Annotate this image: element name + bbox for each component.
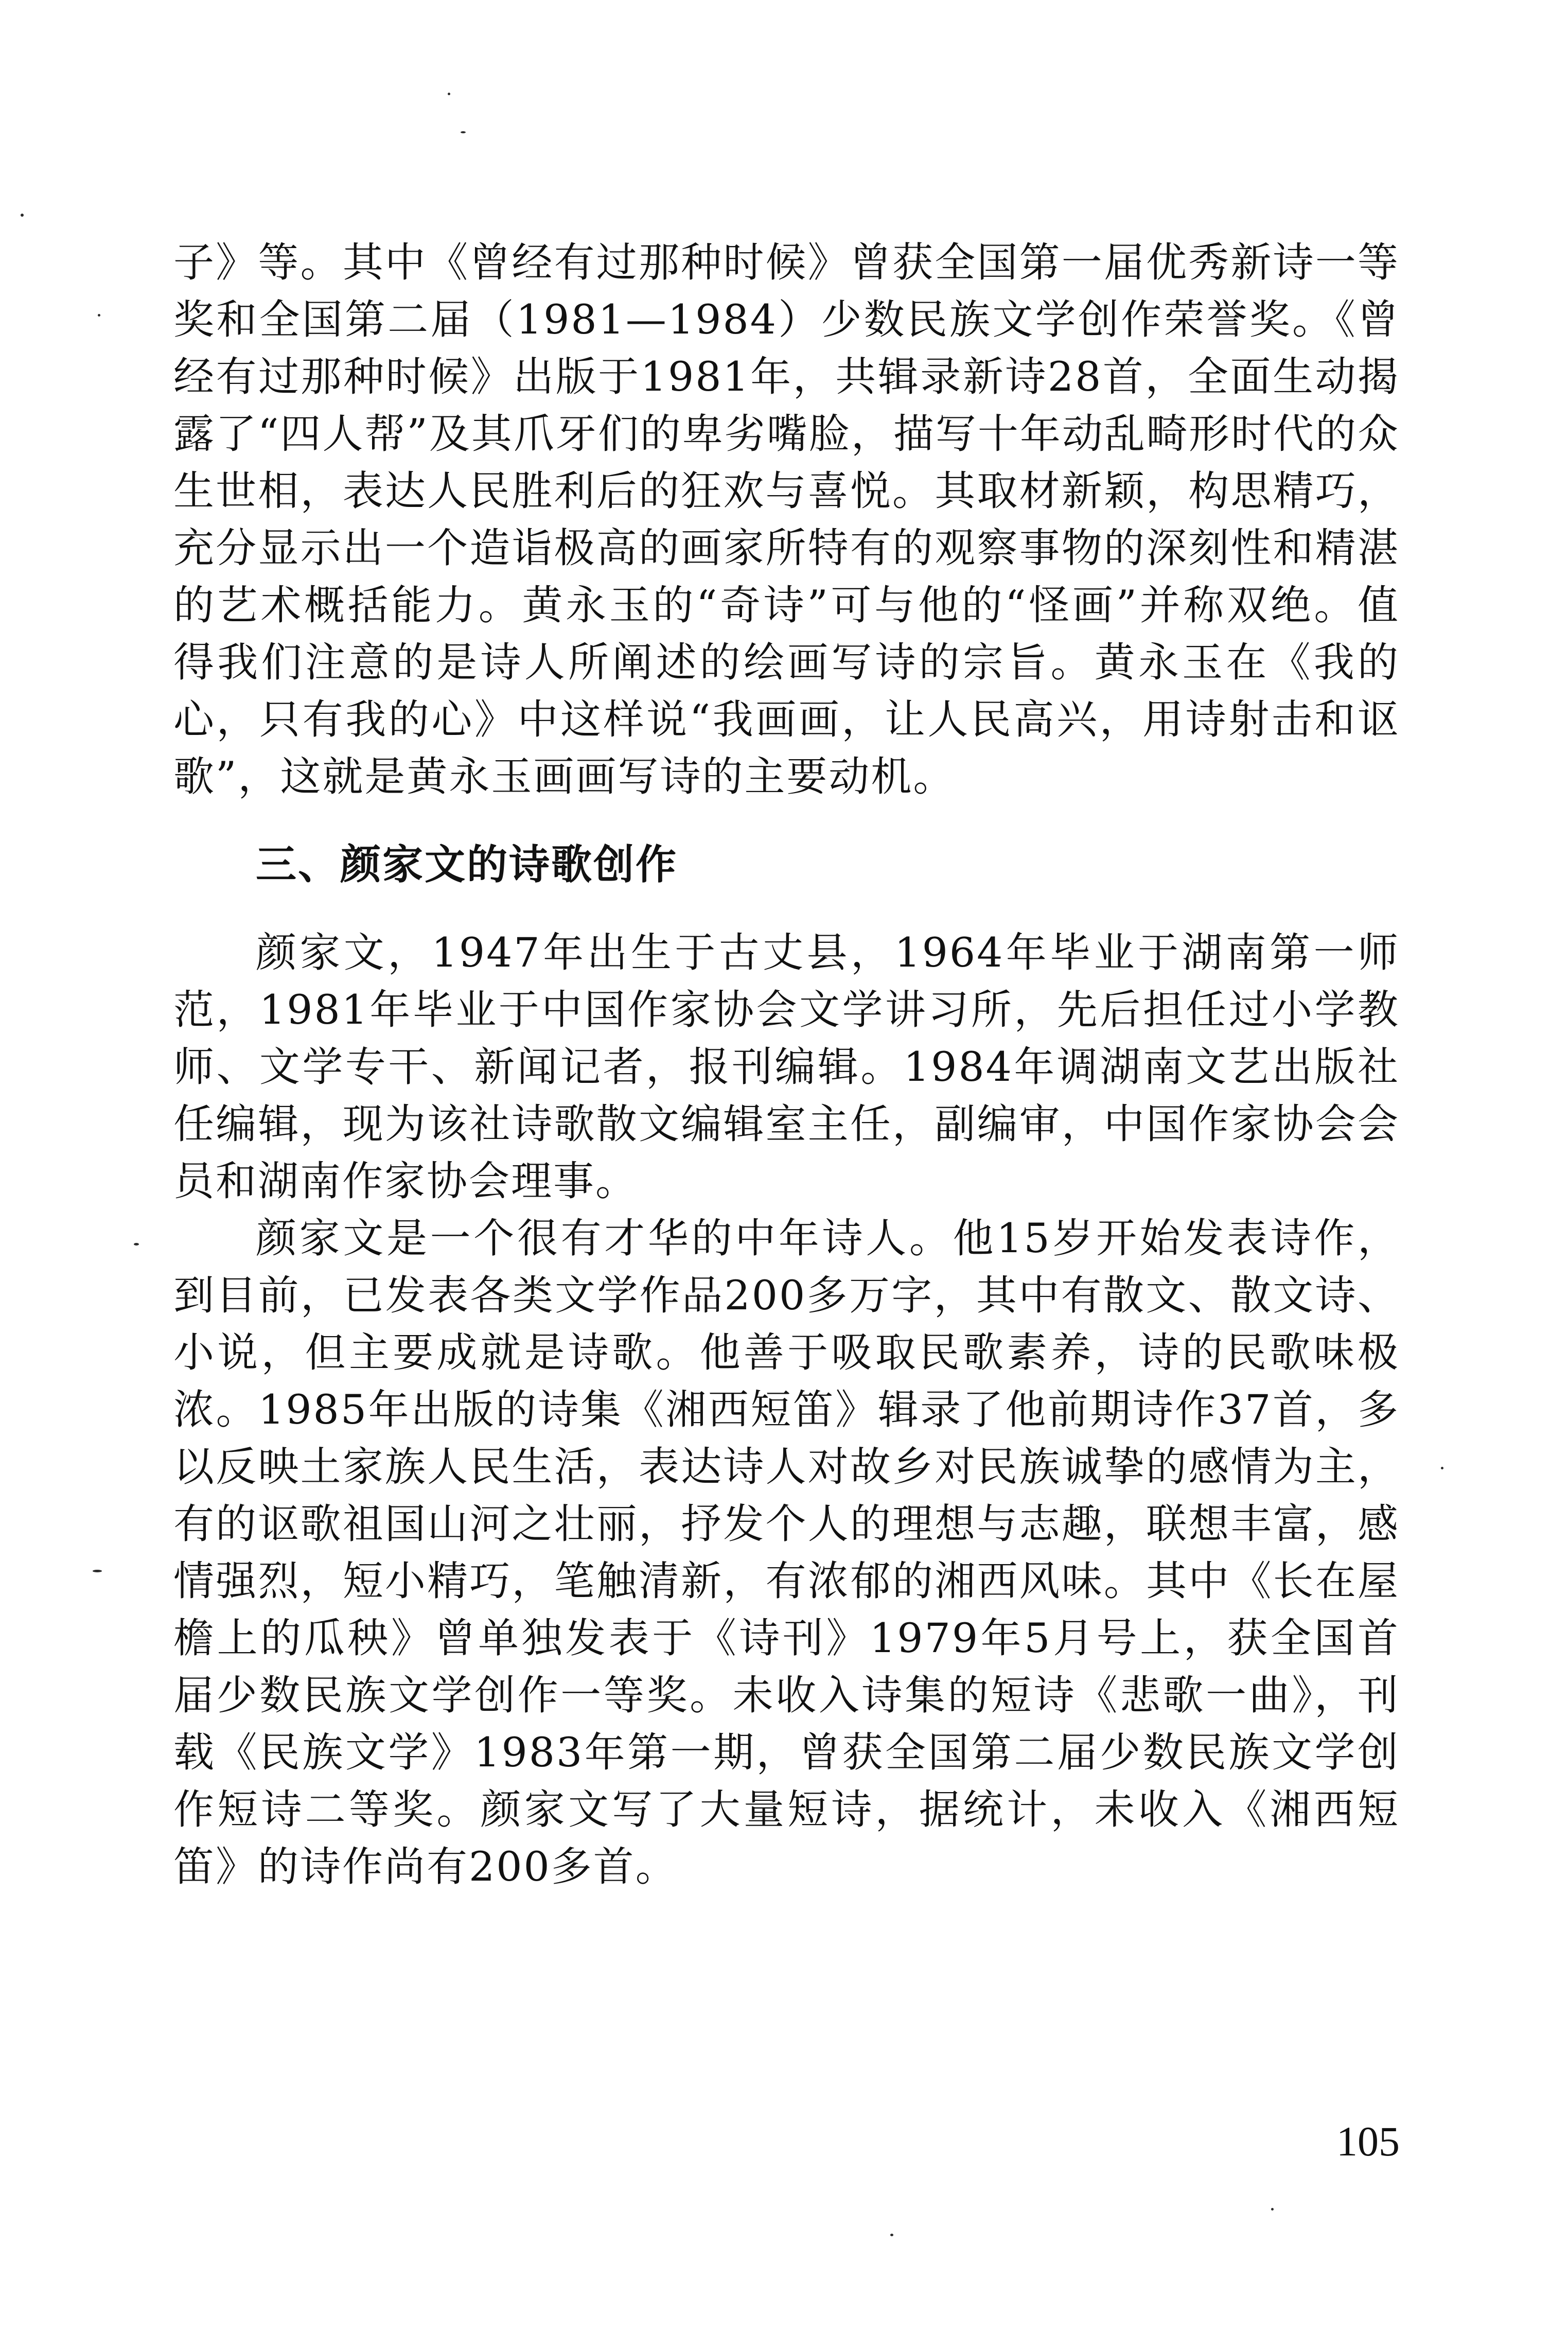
paragraph-biography: 颜家文，1947年出生于古丈县，1964年毕业于湖南第一师范，1981年毕业于中国作家协会文学讲习所，先后担任过小学教师、文学专干、新闻记者，报刊编辑。1984年调湖南文艺出版社任编辑，现为该社诗歌散文编辑室主任，副编审，中国作家协会会员和湖南作家协会理事。 — [173, 929, 1400, 1205]
paragraph-continuation: 子》等。其中《曾经有过那种时候》曾获全国第一届优秀新诗一等奖和全国第二届（1981—1984）少数民族文学创作荣誉奖。《曾经有过那种时候》出版于1981年，共辑录新诗28首，全面生动揭露了“四人帮”及其爪牙们的卑劣嘴脸，描写十年动乱畸形时代的众生世相，表达人民胜利后的狂欢与喜悦。其取材新颖，构思精巧，充分显示出一个造诣极高的画家所特有的观察事物的深刻性和精湛的艺术概括能力。黄永玉的“奇诗”可与他的“怪画”并称双绝。值得我们注意的是诗人所阐述的绘画写诗的宗旨。黄永玉在《我的心，只有我的心》中这样说“我画画，让人民高兴，用诗射击和讴歌”，这就是黄永玉画画写诗的主要动机。 — [173, 239, 1400, 800]
scan-speck — [98, 314, 100, 317]
scan-speck — [93, 1570, 102, 1572]
scan-speck — [21, 214, 24, 217]
page-number: 105 — [1336, 2118, 1400, 2165]
scan-speck — [134, 1243, 139, 1246]
scan-speck — [1271, 2208, 1274, 2211]
scan-speck — [1441, 1467, 1443, 1469]
section-heading: 三、颜家文的诗歌创作 — [256, 841, 678, 888]
scan-speck — [461, 131, 466, 133]
scan-speck — [448, 93, 450, 95]
scan-speck — [890, 2234, 893, 2236]
body-text — [173, 234, 1400, 1896]
paragraph-poetry-achievements: 颜家文是一个很有才华的中年诗人。他15岁开始发表诗作，到目前，已发表各类文学作品200多万字，其中有散文、散文诗、小说，但主要成就是诗歌。他善于吸取民歌素养，诗的民歌味极浓。1985年出版的诗集《湘西短笛》辑录了他前期诗作37首，多以反映土家族人民生活，表达诗人对故乡对民族诚挚的感情为主，有的讴歌祖国山河之壮丽，抒发个人的理想与志趣，联想丰富，感情强烈，短小精巧，笔触清新，有浓郁的湘西风味。其中《长在屋檐上的瓜秧》曾单独发表于《诗刊》1979年5月号上，获全国首届少数民族文学创作一等奖。未收入诗集的短诗《悲歌一曲》，刊载《民族文学》1983年第一期，曾获全国第二届少数民族文学创作短诗二等奖。颜家文写了大量短诗，据统计，未收入《湘西短笛》的诗作尚有200多首。 — [173, 1215, 1400, 1890]
